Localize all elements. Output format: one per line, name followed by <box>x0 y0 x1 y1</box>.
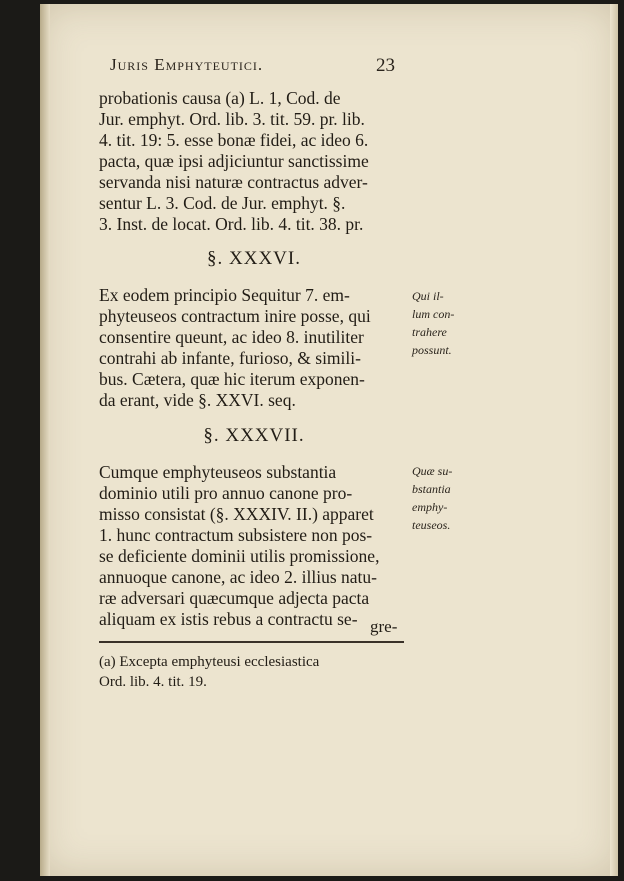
text-line: Cumque emphyteuseos substantia <box>99 462 337 482</box>
text-line: bus. Cætera, quæ hic iterum exponen- <box>99 369 365 389</box>
text-line: se deficiente dominii utilis promissione, <box>99 546 380 566</box>
text-line: 4. tit. 19: 5. esse bonæ fidei, ac ideo 6. <box>99 130 369 150</box>
text-line: contrahi ab infante, furioso, & simili- <box>99 348 361 368</box>
margin-line: trahere <box>412 325 447 339</box>
footnote <box>99 652 409 692</box>
page-number: 23 <box>376 55 395 76</box>
text-line: phyteuseos contractum inire posse, qui <box>99 306 371 326</box>
text-line: 1. hunc contractum subsistere non pos- <box>99 525 373 545</box>
running-head: Juris Emphyteutici. <box>110 55 264 74</box>
page-edge-shadow <box>610 4 618 876</box>
margin-line: bstantia <box>412 482 451 496</box>
margin-line: teuseos. <box>412 518 451 532</box>
margin-note-xxxvii <box>412 462 492 534</box>
text-line: misso consistat (§. XXXIV. II.) apparet <box>99 504 374 524</box>
margin-line: possunt. <box>412 343 452 357</box>
margin-line: Qui il- <box>412 289 444 303</box>
footnote-rule <box>99 641 404 643</box>
text-line: dominio utili pro annuo canone pro- <box>99 483 353 503</box>
text-line: aliquam ex istis rebus a contractu se- <box>99 609 358 629</box>
margin-line: Quæ su- <box>412 464 453 478</box>
text-line: probationis causa (a) L. 1, Cod. de <box>99 88 341 108</box>
text-line: pacta, quæ ipsi adjiciuntur sanctissime <box>99 151 369 171</box>
text-line: Jur. emphyt. Ord. lib. 3. tit. 59. pr. lib. <box>99 109 365 129</box>
page-gutter <box>40 4 50 876</box>
text-line: consentire queunt, ac ideo 8. inutiliter <box>99 327 364 347</box>
text-line: servanda nisi naturæ contractus adver- <box>99 172 368 192</box>
paragraph-xxxvi <box>99 285 409 411</box>
footnote-line: Ord. lib. 4. tit. 19. <box>99 674 207 690</box>
paragraph-continuation <box>99 88 409 235</box>
margin-line: lum con- <box>412 307 455 321</box>
footnote-line: (a) Excepta emphyteusi ecclesiastica <box>99 654 320 670</box>
section-heading-xxxvii: §. XXXVII. <box>203 425 305 446</box>
text-line: sentur L. 3. Cod. de Jur. emphyt. §. <box>99 193 346 213</box>
text-line: Ex eodem principio Sequitur 7. em- <box>99 285 350 305</box>
text-line: ræ adversari quæcumque adjecta pacta <box>99 588 370 608</box>
margin-line: emphy- <box>412 500 448 514</box>
text-line: annuoque canone, ac ideo 2. illius natu- <box>99 567 377 587</box>
section-heading-xxxvi: §. XXXVI. <box>207 248 301 269</box>
text-line: 3. Inst. de locat. Ord. lib. 4. tit. 38. pr. <box>99 214 364 234</box>
catchword: gre- <box>370 617 398 636</box>
margin-note-xxxvi <box>412 287 492 359</box>
paragraph-xxxvii <box>99 462 409 630</box>
text-line: da erant, vide §. XXVI. seq. <box>99 390 296 410</box>
